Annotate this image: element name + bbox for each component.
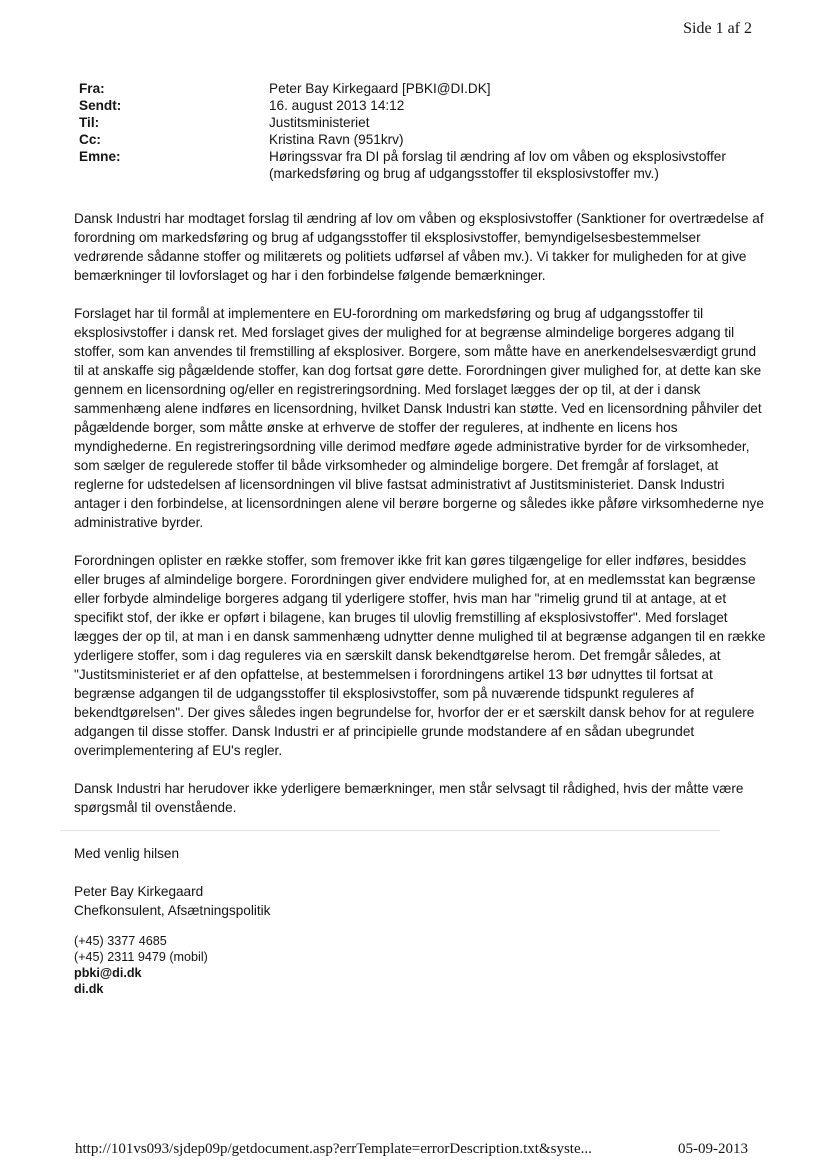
body-paragraph-3: Forordningen oplister en række stoffer, som fremover ikke frit kan gøres tilgængelige for eller indføres, besiddes eller bruges af almindelige borgere. Forordningen giver endvidere mulighed for, at en medlemsstat kan begrænse eller forbyde almindelige borgeres adgang til yderligere stoffer, hvis man har "rimelig grund til at antage, at et specifikt stof, der ikke er opført i bilagene, kan bruges til ulovlig fremstilling af eksplosivstoffer". Med forslaget lægges der op til, at man i en dansk sammenhæng udnytter denne mulighed til at begrænse adgangen til en række yderligere stoffer, som i dag reguleres via en særskilt dansk bekendtgørelse herom. Det fremgår således, at "Justitsministeriet er af den opfattelse, at bestemmelsen i forordningens artikel 13 bør udnyttes til fortsat at begrænse adgangen til de udgangsstoffer til eksplosivstoffer, som på nuværende tidspunkt reguleres af bekendtgørelsen". Der gives således ingen begrundelse for, hvorfor der er et særskilt dansk behov for at regulere adgangen til disse stoffer. Dansk Industri er af principielle grunde modstandere af en sådan ubegrundet overimplementering af EU's regler. bbox=[74, 553, 766, 758]
email-link[interactable]: pbki@di.dk bbox=[74, 966, 142, 980]
header-row-to bbox=[79, 114, 779, 131]
header-row-subject bbox=[79, 148, 779, 165]
header-row-sent bbox=[79, 97, 779, 114]
header-label-sent: Sendt: bbox=[79, 98, 122, 113]
header-row-cc bbox=[79, 131, 779, 148]
header-label-cc: Cc: bbox=[79, 132, 101, 147]
closing-text: Med venlig hilsen bbox=[74, 846, 180, 861]
header-row-from bbox=[79, 80, 779, 97]
mobile-number: (+45) 2311 9479 (mobil) bbox=[74, 950, 208, 964]
divider bbox=[60, 830, 720, 831]
header-value-from: Peter Bay Kirkegaard [PBKI@DI.DK] bbox=[269, 81, 491, 96]
website-link[interactable]: di.dk bbox=[74, 982, 104, 996]
header-value-sent: 16. august 2013 14:12 bbox=[269, 98, 405, 113]
header-value-subject-continuation: (markedsføring og brug af udgangsstoffer til eksplosivstoffer mv.) bbox=[269, 166, 659, 181]
email-body bbox=[74, 209, 768, 836]
body-paragraph-1: Dansk Industri har modtaget forslag til ændring af lov om våben og eksplosivstoffer (Sanktioner for overtrædelse af forordning om markedsføring og brug af udgangsstoffer til eksplosivstoffer, bemyndigelsesbestemmelser vedrørende sådanne stoffer og militærets og politiets udførsel af våben mv.). Vi takker for muligheden for at give bemærkninger til lovforslaget og har i den forbindelse følgende bemærkninger. bbox=[74, 211, 764, 283]
phone-number: (+45) 3377 4685 bbox=[74, 934, 167, 948]
header-row-subject-continuation bbox=[79, 165, 779, 182]
signature-name: Peter Bay Kirkegaard bbox=[74, 884, 204, 899]
header-label-empty bbox=[79, 165, 269, 182]
header-value-to: Justitsministeriet bbox=[269, 115, 370, 130]
email-header bbox=[79, 80, 779, 182]
footer-date: 05-09-2013 bbox=[678, 1141, 748, 1157]
signature-block bbox=[74, 844, 270, 920]
header-value-subject: Høringssvar fra DI på forslag til ændring af lov om våben og eksplosivstoffer bbox=[269, 149, 726, 164]
body-paragraph-4: Dansk Industri har herudover ikke yderligere bemærkninger, men står selvsagt til rådighed, hvis der måtte være spørgsmål til ovenstående. bbox=[74, 781, 744, 815]
header-label-to: Til: bbox=[79, 115, 100, 130]
page-number: Side 1 af 2 bbox=[683, 20, 752, 37]
signature-title: Chefkonsulent, Afsætningspolitik bbox=[74, 903, 271, 918]
header-value-cc: Kristina Ravn (951krv) bbox=[269, 132, 404, 147]
header-label-from: Fra: bbox=[79, 81, 105, 96]
footer-url: http://101vs093/sjdep09p/getdocument.asp?errTemplate=errorDescription.txt&syste... bbox=[75, 1141, 592, 1157]
header-label-subject: Emne: bbox=[79, 149, 121, 164]
contact-block bbox=[74, 933, 208, 997]
body-paragraph-2: Forslaget har til formål at implementere en EU-forordning om markedsføring og brug af udgangsstoffer til eksplosivstoffer i dansk ret. Med forslaget gives der mulighed for at begrænse almindelige borgeres adgang til stoffer, som kan anvendes til fremstilling af eksplosiver. Borgere, som måtte have en anerkendelsesværdigt grund til at anskaffe sig pågældende stoffer, kan dog fortsat gøre dette. Forordningen giver mulighed for, at dette kan ske gennem en licensordning og/eller en registreringsordning. Med forslaget lægges der op til, at der i dansk sammenhæng alene indføres en licensordning, hvilket Dansk Industri kan støtte. Ved en licensordning påhviler det pågældende borger, som måtte ønske at erhverve de stoffer der reguleres, at indhente en licens hos myndighederne. En registreringsordning ville derimod medføre øgede administrative byrder for de virksomheder, som sælger de regulerede stoffer til både virksomheder og almindelige borgere. Det fremgår af forslaget, at reglerne for udstedelsen af licensordningen vil blive fastsat administrativt af Justitsministeriet. Dansk Industri antager i den forbindelse, at licensordningen alene vil berøre borgerne og således ikke påføre virksomhederne nye administrative byrder. bbox=[74, 306, 764, 530]
